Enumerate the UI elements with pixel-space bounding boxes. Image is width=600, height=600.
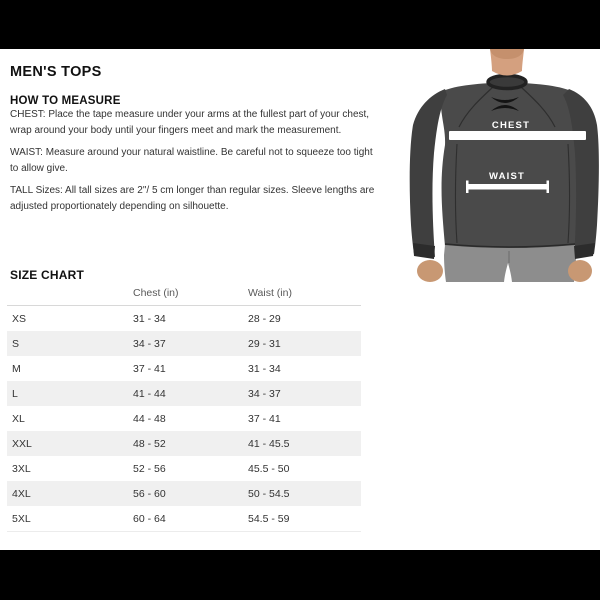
table-row-xs [7,306,361,331]
size-table-body [7,306,361,532]
size-label: XS [12,312,27,325]
waist-value: 37 - 41 [248,412,281,425]
waist-bar-right-cap [547,181,550,194]
size-label: S [12,337,20,350]
left-sleeve [410,89,447,257]
waist-value: 29 - 31 [248,337,281,350]
table-row-l [7,381,361,406]
figure-waist-label: WAIST [488,171,526,182]
size-chart-heading: SIZE CHART [10,267,84,282]
waist-value: 45.5 - 50 [248,462,290,475]
right-fist [568,260,592,282]
how-to-measure-copy [10,107,378,221]
table-row-xl [7,406,361,431]
page-title: MEN'S TOPS [10,63,102,80]
size-table-header [7,280,361,306]
model-illustration [385,49,600,283]
waist-value: 31 - 34 [248,362,281,375]
table-row-m [7,356,361,381]
left-fist [417,260,443,282]
chest-value: 41 - 44 [133,387,166,400]
table-row-s [7,331,361,356]
bottom-banner [0,550,600,600]
size-label: L [12,387,18,400]
waist-value: 34 - 37 [248,387,281,400]
measurement-model-image [385,49,600,283]
figure-chest-label: CHEST [491,120,531,131]
chest-value: 52 - 56 [133,462,166,475]
shirt-torso [441,83,588,249]
table-row-4xl [7,481,361,506]
waist-measure-bar [467,184,548,190]
waist-value: 50 - 54.5 [248,487,290,500]
table-row-xxl [7,431,361,456]
chest-value: 44 - 48 [133,412,166,425]
chest-value: 48 - 52 [133,437,166,450]
chest-value: 37 - 41 [133,362,166,375]
waist-bar-left-cap [466,181,469,194]
waist-value: 28 - 29 [248,312,281,325]
chest-value: 31 - 34 [133,312,166,325]
size-chart-table [7,280,361,532]
waist-instructions: WAIST: Measure around your natural waistline. Be careful not to squeeze too tight to allow give. [10,147,373,174]
waist-value: 54.5 - 59 [248,512,290,525]
collar [488,76,526,89]
chest-column-header: Chest (in) [133,286,179,299]
waist-column-header: Waist (in) [248,286,292,299]
size-label: XL [12,412,25,425]
size-label: XXL [12,437,32,450]
how-to-measure-heading: HOW TO MEASURE [10,94,121,107]
chest-value: 34 - 37 [133,337,166,350]
size-label: 3XL [12,462,31,475]
table-row-5xl [7,506,361,531]
chest-value: 60 - 64 [133,512,166,525]
chest-measure-bar [449,131,586,140]
waist-value: 41 - 45.5 [248,437,290,450]
chest-instructions: CHEST: Place the tape measure under your arms at the fullest part of your chest, wrap around your body until your fingers meet and mark the measurement. [10,109,370,136]
size-label: 5XL [12,512,31,525]
size-label: M [12,362,21,375]
tall-sizes-note: TALL Sizes: All tall sizes are 2"/ 5 cm longer than regular sizes. Sleeve lengths are adjusted proportionately depending on silhouette. [10,185,375,212]
size-label: 4XL [12,487,31,500]
top-banner [0,0,600,49]
shorts [444,245,576,282]
table-row-3xl [7,456,361,481]
chest-value: 56 - 60 [133,487,166,500]
